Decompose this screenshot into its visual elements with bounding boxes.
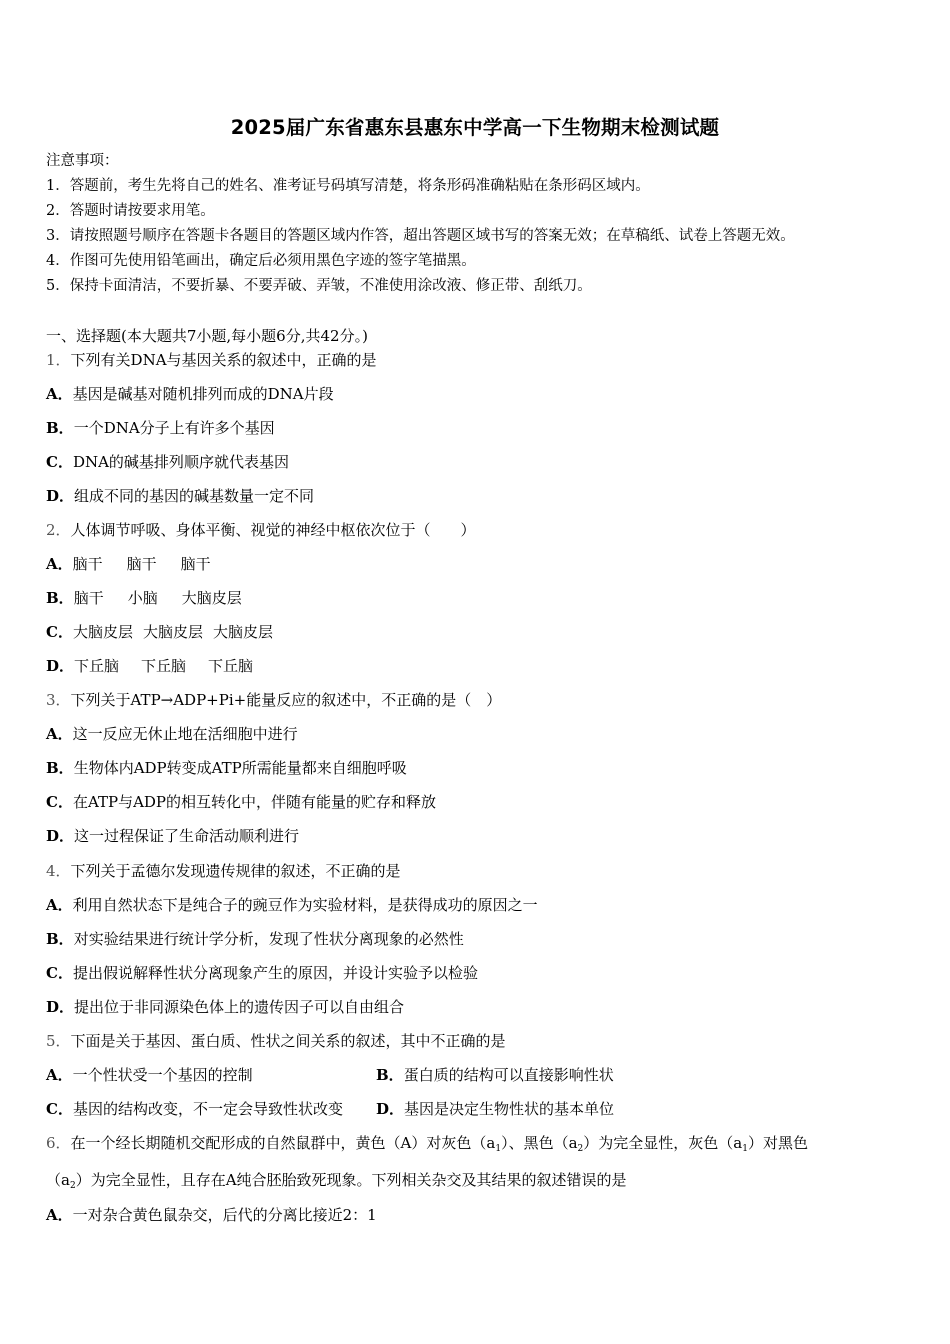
q4-option-d[interactable] [46, 997, 404, 1017]
option-text: 一个性状受一个基因的控制 [72, 1066, 253, 1084]
section-heading: 一、选择题(本大题共7小题,每小题6分,共42分。) [46, 327, 368, 345]
q3-option-c[interactable] [46, 792, 436, 812]
option-text: 对实验结果进行统计学分析，发现了性状分离现象的必然性 [73, 930, 464, 948]
question-text: ）、黑色（a [501, 1134, 578, 1152]
option-label: D． [376, 1100, 405, 1118]
option-label: C． [46, 1100, 73, 1118]
option-text: 脑干 [180, 555, 211, 573]
question-number: 4． [46, 862, 71, 880]
option-label: D． [46, 487, 75, 505]
question-number: 3． [46, 691, 71, 709]
q6-option-a[interactable] [46, 1205, 377, 1225]
option-text: 一个DNA分子上有许多个基因 [73, 419, 275, 437]
question-text: ）对黑色 [747, 1134, 808, 1152]
option-label: A． [46, 555, 73, 573]
option-text: 这一过程保证了生命活动顺利进行 [74, 827, 300, 845]
option-label: C． [46, 453, 73, 471]
note-item: 5．保持卡面清洁，不要折暴、不要弄破、弄皱，不准使用涂改液、修正带、刮纸刀。 [46, 278, 592, 294]
q3-option-d[interactable] [46, 826, 299, 846]
option-label: B． [376, 1066, 404, 1084]
option-label: D． [46, 998, 75, 1016]
option-label: D． [46, 827, 75, 845]
option-text: 基因是决定生物性状的基本单位 [404, 1100, 615, 1118]
note-item: 2．答题时请按要求用笔。 [46, 203, 215, 219]
question-6-stem [46, 1133, 808, 1159]
q4-option-a[interactable] [46, 895, 538, 915]
question-2-stem [46, 520, 476, 540]
option-text: 大脑皮层 [142, 623, 203, 641]
question-text: 人体调节呼吸、身体平衡、视觉的神经中枢依次位于（ ） [70, 521, 476, 539]
q1-option-b[interactable] [46, 418, 275, 438]
option-label: A． [46, 1066, 73, 1084]
option-label: A． [46, 385, 73, 403]
option-text: 小脑 [127, 589, 158, 607]
question-text: 下面是关于基因、蛋白质、性状之间关系的叙述，其中不正确的是 [70, 1032, 506, 1050]
q1-option-c[interactable] [46, 452, 289, 472]
option-label: A． [46, 725, 73, 743]
q2-option-a[interactable] [46, 554, 211, 574]
option-label: B． [46, 589, 74, 607]
option-text: 基因是碱基对随机排列而成的DNA片段 [72, 385, 334, 403]
subscript: 1 [742, 1144, 748, 1154]
subscript: 2 [577, 1144, 584, 1154]
question-text: ）为完全显性，且存在A纯合胚胎致死现象。下列相关杂交及其结果的叙述错误的是 [75, 1171, 627, 1189]
option-text: 这一反应无休止地在活细胞中进行 [72, 725, 298, 743]
option-text: 提出假说解释性状分离现象产生的原因，并设计实验予以检验 [72, 964, 478, 982]
question-number: 6． [46, 1134, 71, 1152]
subscript: 1 [495, 1144, 502, 1154]
notes-header: 注意事项： [46, 153, 119, 169]
option-label: B． [46, 930, 74, 948]
q1-option-d[interactable] [46, 486, 314, 506]
option-text: 下丘脑 [141, 657, 187, 675]
option-label: A． [46, 896, 73, 914]
option-text: 基因的结构改变，不一定会导致性状改变 [72, 1100, 343, 1118]
option-label: C． [46, 793, 73, 811]
question-4-stem [46, 861, 401, 881]
q3-option-b[interactable] [46, 758, 407, 778]
question-text: 下列关于ATP→ADP+Pi+能量反应的叙述中，不正确的是（ ） [70, 691, 502, 709]
option-label: D． [46, 657, 75, 675]
option-text: 大脑皮层 [181, 589, 242, 607]
q2-option-c[interactable] [46, 622, 273, 642]
q4-option-c[interactable] [46, 963, 478, 983]
exam-title: 2025届广东省惠东县惠东中学高一下生物期末检测试题 [230, 116, 720, 139]
q5-option-c[interactable] [46, 1099, 343, 1119]
option-text: 生物体内ADP转变成ATP所需能量都来自细胞呼吸 [73, 759, 407, 777]
option-text: 蛋白质的结构可以直接影响性状 [403, 1066, 614, 1084]
option-text: 大脑皮层 [72, 623, 133, 641]
option-text: 脑干 [72, 555, 103, 573]
question-number: 1． [46, 351, 71, 369]
note-item: 1．答题前，考生先将自己的姓名、准考证号码填写清楚，将条形码准确粘贴在条形码区域内。 [46, 178, 650, 194]
q2-option-b[interactable] [46, 588, 242, 608]
option-text: 大脑皮层 [212, 623, 273, 641]
option-label: B． [46, 759, 74, 777]
option-text: 脑干 [73, 589, 104, 607]
question-text: 在一个经长期随机交配形成的自然鼠群中，黄色（A）对灰色（a [70, 1134, 496, 1152]
question-3-stem [46, 690, 501, 710]
note-item: 3．请按照题号顺序在答题卡各题目的答题区域内作答，超出答题区域书写的答案无效；在草稿纸、试卷上答题无效。 [46, 228, 795, 244]
option-label: B． [46, 419, 74, 437]
option-text: 组成不同的基因的碱基数量一定不同 [74, 487, 315, 505]
q3-option-a[interactable] [46, 724, 298, 744]
option-text: 提出位于非同源染色体上的遗传因子可以自由组合 [74, 998, 405, 1016]
option-text: 脑干 [126, 555, 157, 573]
option-label: C． [46, 964, 73, 982]
option-text: 下丘脑 [74, 657, 120, 675]
option-text: 利用自然状态下是纯合子的豌豆作为实验材料，是获得成功的原因之一 [72, 896, 538, 914]
subscript: 2 [69, 1181, 76, 1191]
note-item: 4．作图可先使用铅笔画出，确定后必须用黑色字迹的签字笔描黑。 [46, 253, 476, 269]
q2-option-d[interactable] [46, 656, 253, 676]
question-text: ）为完全显性，灰色（a [583, 1134, 743, 1152]
option-text: 一对杂合黄色鼠杂交，后代的分离比接近2：1 [72, 1206, 377, 1224]
question-text: （a [46, 1171, 70, 1189]
question-6-stem-continued [46, 1170, 627, 1196]
q5-option-b[interactable] [376, 1065, 614, 1085]
option-label: A． [46, 1206, 73, 1224]
question-1-stem [46, 350, 377, 370]
question-number: 2． [46, 521, 71, 539]
option-label: C． [46, 623, 73, 641]
q5-option-d[interactable] [376, 1099, 614, 1119]
option-text: 下丘脑 [208, 657, 254, 675]
question-5-stem [46, 1031, 506, 1051]
question-text: 下列关于孟德尔发现遗传规律的叙述，不正确的是 [70, 862, 401, 880]
question-number: 5． [46, 1032, 71, 1050]
option-text: 在ATP与ADP的相互转化中，伴随有能量的贮存和释放 [72, 793, 437, 811]
q4-option-b[interactable] [46, 929, 464, 949]
q1-option-a[interactable] [46, 384, 334, 404]
option-text: DNA的碱基排列顺序就代表基因 [72, 453, 289, 471]
q5-option-a[interactable] [46, 1065, 253, 1085]
question-text: 下列有关DNA与基因关系的叙述中，正确的是 [70, 351, 377, 369]
